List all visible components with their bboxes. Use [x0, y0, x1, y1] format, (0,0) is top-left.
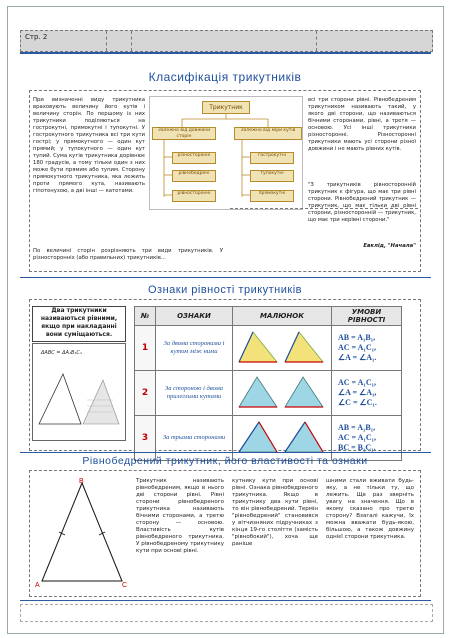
condition-line: AC = A₁C₁,	[338, 433, 377, 442]
header-divider	[106, 31, 107, 51]
table-header-figure: МАЛЮНОК	[233, 307, 332, 326]
page-footer	[20, 604, 433, 622]
condition-line: ∠C = ∠C₁.	[338, 398, 377, 407]
congruence-example-label: ΔABC = ΔA₁B₁C₁	[41, 350, 82, 356]
section-title-congruence: Ознаки рівності трикутників	[147, 284, 303, 296]
header-rule	[20, 52, 431, 54]
row-conditions	[332, 371, 402, 416]
diagram-acute-node: гострокутні	[250, 152, 294, 164]
diagram-root-node: Трикутник	[202, 101, 250, 114]
quote-divider	[230, 208, 418, 210]
table-header-criteria: ОЗНАКИ	[156, 307, 233, 326]
congruent-triangles-svg	[33, 344, 125, 440]
row-figure	[233, 371, 332, 416]
classification-left-text: При визначенні виду трикутника враховують величину його кутів і величину сторін. По першому із них трикутники поділяються на гострокутні, прямокутні і тупокутні. У гострокутного трикутника всі три кути гострі; у прямокутного — один кут прямий; у тупокутного — один кут тупий. Сума кутів трикутника дорівнює 180 градусів, а тому тільки один з них може бути прямим або тупим. Сторону прямокутного трикутника, яка лежить проти прямого кута, називають гіпотенузою, а дві інші — катетами.	[33, 97, 145, 194]
isosceles-text-col2: кутнику кути при основі рівні. Ознака рівнобедреного трикутника. Якщо в трикутнику два кути рівні, то він рівнобедрений. Термін "рівнобедрений" становився у вітчизняних підручниках з кінця 19-го століття (замість "рівнобокий"), хоча ще раніше	[232, 478, 318, 547]
asa-triangles-icon	[233, 371, 331, 411]
classification-bottom-text: По величині сторін розрізняють три види трикутників. У різносторонніх (або правильних) трикутників...	[33, 248, 223, 261]
diagram-obtuse-node: тупокутні	[250, 170, 294, 182]
table-row	[135, 416, 402, 461]
header-divider	[131, 31, 132, 51]
isosceles-text-col3: шними стали вживати будь-яку, а не тільки ту, що лежить. Ще раз зверніть увагу на значення. Що в якому сказано про третю сторону? Взагалі кажучи, їх можна вважати будь-якою, більшою, а також довжину однієї сторони трикутника.	[326, 478, 414, 540]
table-row	[135, 326, 402, 371]
euclid-quote: "З трикутників рівносторонній трикутник є фігура, що має три рівні сторони. Рівнобедрений трикутник — трикутник, що має тільки дві рівні сторони, різносторонній — трикутник, що має три нерівні сторони."	[308, 182, 416, 222]
header-divider	[316, 31, 317, 51]
section-rule	[20, 452, 431, 453]
page-number: Стр. 2	[25, 33, 48, 41]
row-number: 1	[135, 326, 156, 371]
row-figure	[233, 326, 332, 371]
page-header	[20, 30, 433, 52]
condition-line: ∠A = ∠A₁.	[338, 353, 377, 362]
diagram-right-node: прямокутні	[250, 190, 294, 202]
condition-line: AC = A₁C₁,	[338, 343, 377, 352]
table-header-conditions: УМОВИ РІВНОСТІ	[332, 307, 402, 326]
row-number: 2	[135, 371, 156, 416]
quote-author: Евклід, "Начала"	[363, 243, 416, 249]
diagram-isosceles-node: рівнобедрені	[172, 170, 216, 182]
isosceles-triangle-figure	[32, 475, 132, 590]
classification-right-text: всі три сторони рівні. Рівнобедреним трикутником називають такий, у якого дві сторони, що називаються бічними сторонами, рівні, а третя — основою. Усі інші трикутники різносторонні. Різносторонні трикутники мають усі сторони різної довжини і не мають рівних кутів.	[308, 97, 416, 152]
congruent-triangles-figure	[32, 343, 126, 441]
sas-triangles-icon	[233, 326, 331, 366]
row-conditions	[332, 326, 402, 371]
sss-triangles-icon	[233, 416, 331, 456]
congruence-definition: Два трикутники називаються рівними, якщо при накладанні вони суміщаються.	[32, 306, 126, 342]
row-criterion: За стороною і двома прилеглими кутами	[156, 371, 233, 416]
footer-rule	[20, 600, 431, 601]
section-title-isosceles: Рівнобедрений трикутник, його властивості та ознаки	[82, 455, 368, 467]
diagram-equilateral-node: рівносторонні	[172, 190, 216, 202]
vertex-label-a: A	[35, 582, 40, 589]
row-criterion: За двома сторонами і кутом між ними	[156, 326, 233, 371]
isosceles-text-col1: Трикутник називають рівнобедреним, якщо в нього дві сторони рівні. Рівні сторони рівнобедреного трикутника називають бічними сторонами, а третю сторону — основою. Властивість кутів рівнобедреного трикутника. У рівнобедреному трикутнику кути при основі рівні.	[136, 478, 224, 554]
vertex-label-c: C	[122, 582, 128, 589]
table-header-number: №	[135, 307, 156, 326]
vertex-label-b: B	[79, 478, 84, 485]
diagram-sides-node: Залежно від довжини сторін	[152, 127, 216, 140]
condition-line: BC = B₁C₁.	[338, 443, 376, 452]
row-conditions	[332, 416, 402, 461]
condition-line: ∠A = ∠A₁,	[338, 388, 377, 397]
row-number: 3	[135, 416, 156, 461]
condition-line: AC = A₁C₁,	[338, 378, 377, 387]
row-figure	[233, 416, 332, 461]
section-rule	[20, 277, 431, 278]
diagram-scalene-node: різносторонні	[172, 152, 216, 164]
table-row	[135, 371, 402, 416]
congruence-table	[134, 306, 402, 461]
euclid-quote-continued	[234, 212, 416, 236]
condition-line: AB = A₁B₁,	[338, 333, 376, 342]
classification-diagram	[149, 96, 303, 210]
section-title-classification: Класифікація трикутників	[148, 70, 302, 84]
condition-line: AB = A₁B₁,	[338, 423, 376, 432]
row-criterion: За трьома сторонами	[156, 416, 233, 461]
diagram-angles-node: Залежно від міри кутів	[234, 127, 302, 140]
